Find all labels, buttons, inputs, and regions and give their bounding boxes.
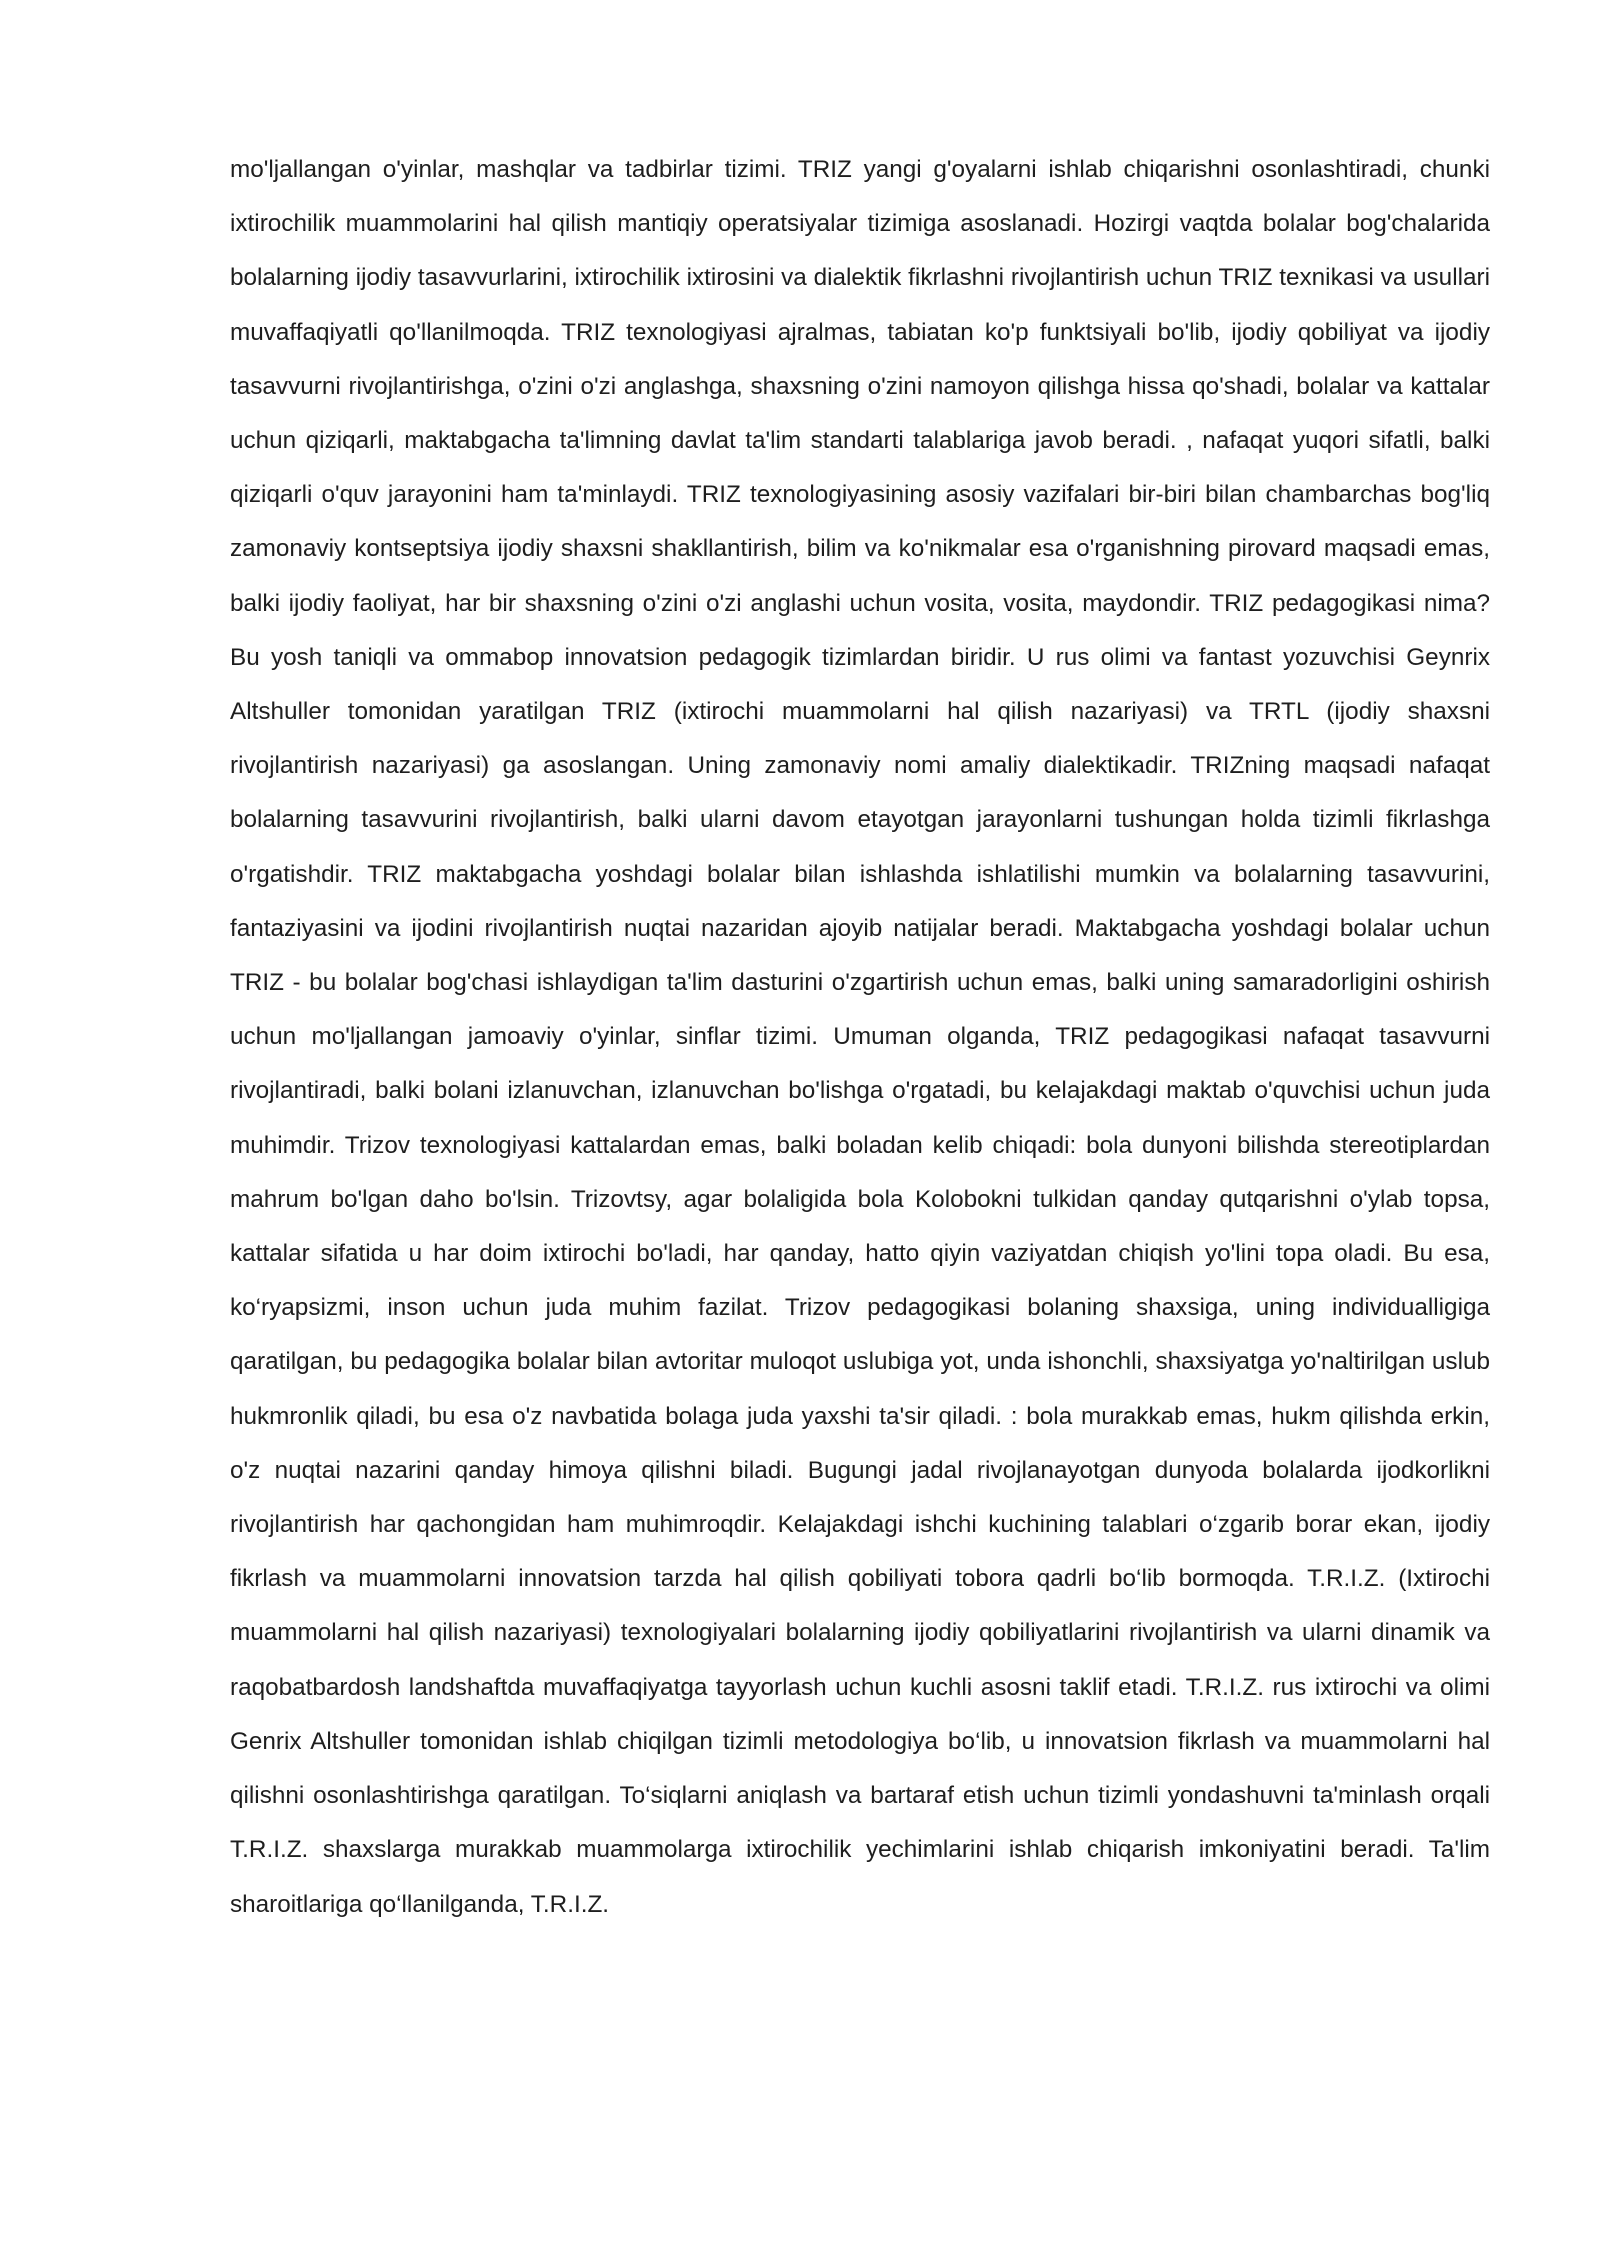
body-paragraph: mo'ljallangan o'yinlar, mashqlar va tadbirlar tizimi. TRIZ yangi g'oyalarni ishlab chiqarishni osonlashtiradi, chunki ixtirochilik muammolarini hal qilish mantiqiy operatsiyalar tizimiga asoslanadi. Hozirgi vaqtda bolalar bog'chalarida bolalarning ijodiy tasavvurlarini, ixtirochilik ixtirosini va dialektik fikrlashni rivojlantirish uchun TRIZ texnikasi va usullari muvaffaqiyatli qo'llanilmoqda. TRIZ texnologiyasi ajralmas, tabiatan ko'p funktsiyali bo'lib, ijodiy qobiliyat va ijodiy tasavvurni rivojlantirishga, o'zini o'zi anglashga, shaxsning o'zini namoyon qilishga hissa qo'shadi, bolalar va kattalar uchun qiziqarli, maktabgacha ta'limning davlat ta'lim standarti talablariga javob beradi. , nafaqat yuqori sifatli, balki qiziqarli o'quv jarayonini ham ta'minlaydi. TRIZ texnologiyasining asosiy vazifalari bir-biri bilan chambarchas bog'liq zamonaviy kontseptsiya ijodiy shaxsni shakllantirish, bilim va ko'nikmalar esa o'rganishning pirovard maqsadi emas, balki ijodiy faoliyat, har bir shaxsning o'zini o'zi anglashi uchun vosita, vosita, maydondir. TRIZ pedagogikasi nima? Bu yosh taniqli va ommabop innovatsion pedagogik tizimlardan biridir. U rus olimi va fantast yozuvchisi Geynrix Altshuller tomonidan yaratilgan TRIZ (ixtirochi muammolarni hal qilish nazariyasi) va TRTL (ijodiy shaxsni rivojlantirish nazariyasi) ga asoslangan. Uning zamonaviy nomi amaliy dialektikadir. TRIZning maqsadi nafaqat bolalarning tasavvurini rivojlantirish, balki ularni davom etayotgan jarayonlarni tushungan holda tizimli fikrlashga o'rgatishdir. TRIZ maktabgacha yoshdagi bolalar bilan ishlashda ishlatilishi mumkin va bolalarning tasavvurini, fantaziyasini va ijodini rivojlantirish nuqtai nazaridan ajoyib natijalar beradi. Maktabgacha yoshdagi bolalar uchun TRIZ - bu bolalar bog'chasi ishlaydigan ta'lim dasturini o'zgartirish uchun emas, balki uning samaradorligini oshirish uchun mo'ljallangan jamoaviy o'yinlar, sinflar tizimi. Umuman olganda, TRIZ pedagogikasi nafaqat tasavvurni rivojlantiradi, balki bolani izlanuvchan, izlanuvchan bo'lishga o'rgatadi, bu kelajakdagi maktab o'quvchisi uchun juda muhimdir. Trizov texnologiyasi kattalardan emas, balki boladan kelib chiqadi: bola dunyoni bilishda stereotiplardan mahrum bo'lgan daho bo'lsin. Trizovtsy, agar bolaligida bola Kolobokni tulkidan qanday qutqarishni o'ylab topsa, kattalar sifatida u har doim ixtirochi bo'ladi, har qanday, hatto qiyin vaziyatdan chiqish yo'lini topa oladi. Bu esa, ko‘ryapsizmi, inson uchun juda muhim fazilat. Trizov pedagogikasi bolaning shaxsiga, uning individualligiga qaratilgan, bu pedagogika bolalar bilan avtoritar muloqot uslubiga yot, unda ishonchli, shaxsiyatga yo'naltirilgan uslub hukmronlik qiladi, bu esa o'z navbatida bolaga juda yaxshi ta'sir qiladi. : bola murakkab emas, hukm qilishda erkin, o'z nuqtai nazarini qanday himoya qilishni biladi. Bugungi jadal rivojlanayotgan dunyoda bolalarda ijodkorlikni rivojlantirish har qachongidan ham muhimroqdir. Kelajakdagi ishchi kuchining talablari o‘zgarib borar ekan, ijodiy fikrlash va muammolarni innovatsion tarzda hal qilish qobiliyati tobora qadrli bo‘lib bormoqda. T.R.I.Z. (Ixtirochi muammolarni hal qilish nazariyasi) texnologiyalari bolalarning ijodiy qobiliyatlarini rivojlantirish va ularni dinamik va raqobatbardosh landshaftda muvaffaqiyatga tayyorlash uchun kuchli asosni taklif etadi. T.R.I.Z. rus ixtirochi va olimi Genrix Altshuller tomonidan ishlab chiqilgan tizimli metodologiya bo‘lib, u innovatsion fikrlash va muammolarni hal qilishni osonlashtirishga qaratilgan. To‘siqlarni aniqlash va bartaraf etish uchun tizimli yondashuvni ta'minlash orqali T.R.I.Z. shaxslarga murakkab muammolarga ixtirochilik yechimlarini ishlab chiqarish imkoniyatini beradi. Ta'lim sharoitlariga qo‘llanilganda, T.R.I.Z. bbox=[230, 156, 1490, 1918]
